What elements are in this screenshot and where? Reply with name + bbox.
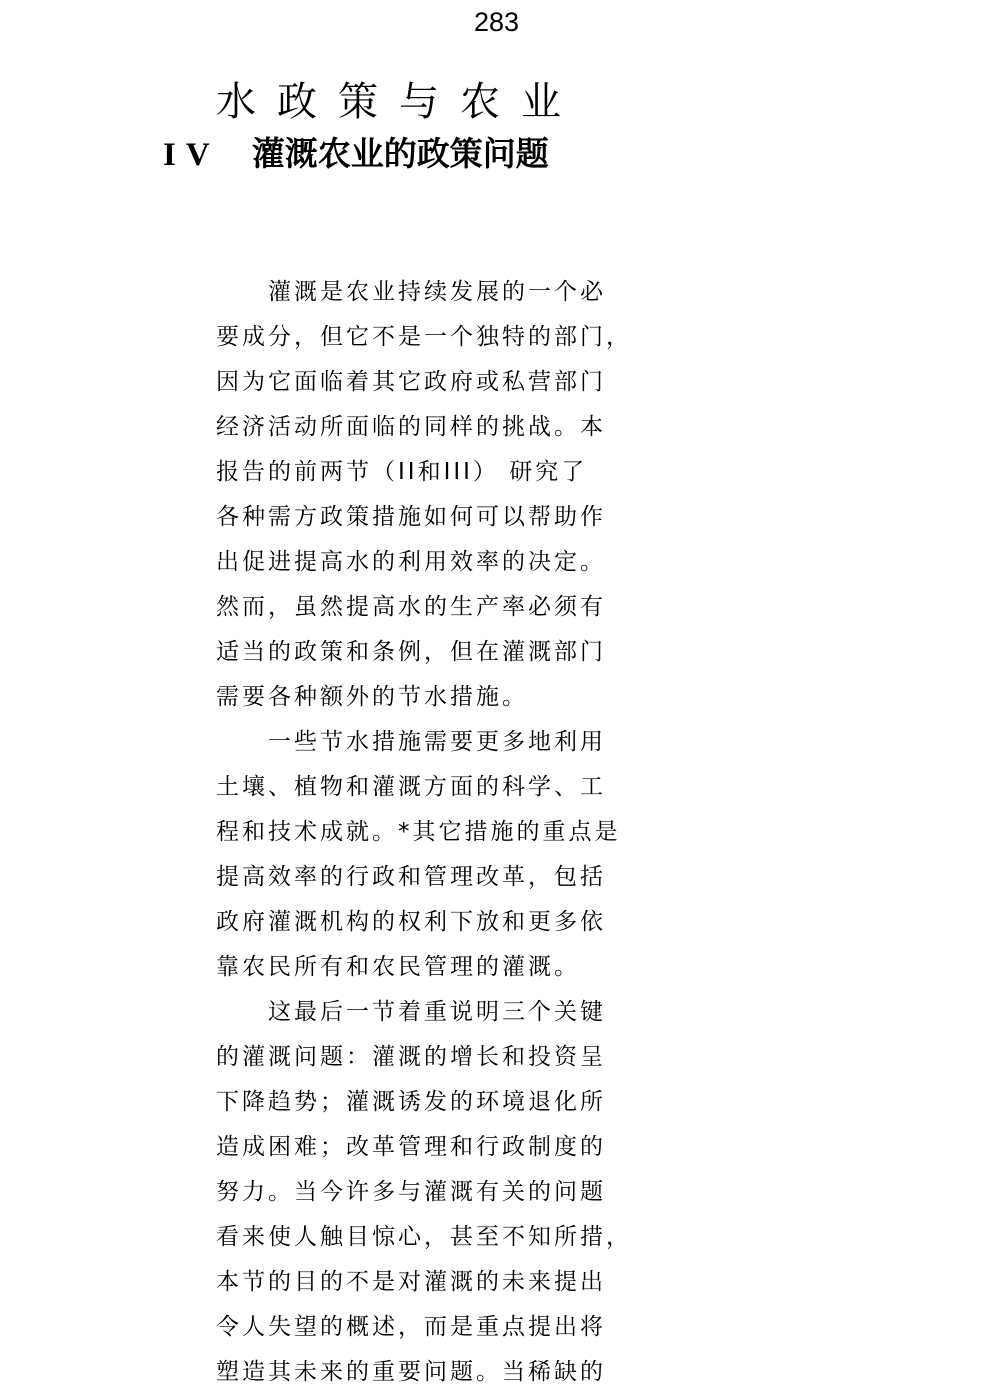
text-line: 提高效率的行政和管理改革，包括 [216, 864, 606, 890]
text-line: 要成分，但它不是一个独特的部门， [216, 324, 632, 350]
text-line: 出促进提高水的利用效率的决定。 [216, 549, 606, 575]
text-line: 塑造其未来的重要问题。当稀缺的 [216, 1359, 606, 1385]
text-line: 土壤、植物和灌溉方面的科学、工 [216, 774, 606, 800]
text-line: 看来使人触目惊心，甚至不知所措， [216, 1224, 632, 1250]
book-title: 水政策与农业 [216, 79, 582, 125]
text-line: 程和技术成就。*其它措施的重点是 [216, 819, 621, 845]
text-line: 这最后一节着重说明三个关键 [268, 999, 606, 1025]
text-line: 灌溉是农业持续发展的一个必 [268, 279, 606, 305]
text-line: 本节的目的不是对灌溉的未来提出 [216, 1269, 606, 1295]
text-line: 然而，虽然提高水的生产率必须有 [216, 594, 606, 620]
text-line: 令人失望的概述，而是重点提出将 [216, 1314, 606, 1340]
section-heading [163, 132, 549, 177]
text-line: 报告的前两节（II和III） 研究了 [216, 459, 588, 485]
text-line: 造成困难；改革管理和行政制度的 [216, 1134, 606, 1160]
text-line: 各种需方政策措施如何可以帮助作 [216, 504, 606, 530]
text-line: 需要各种额外的节水措施。 [216, 684, 528, 710]
text-line: 经济活动所面临的同样的挑战。本 [216, 414, 606, 440]
text-line: 努力。当今许多与灌溉有关的问题 [216, 1179, 606, 1205]
section-numeral: IV [163, 137, 220, 173]
text-line: 适当的政策和条例，但在灌溉部门 [216, 639, 606, 665]
section-title: 灌溉农业的政策问题 [251, 134, 549, 173]
page-number: 283 [474, 7, 520, 37]
text-line: 的灌溉问题：灌溉的增长和投资呈 [216, 1044, 606, 1070]
body-text [216, 270, 632, 1395]
text-line: 一些节水措施需要更多地利用 [268, 729, 606, 755]
text-line: 因为它面临着其它政府或私营部门 [216, 369, 606, 395]
text-line: 政府灌溉机构的权利下放和更多依 [216, 909, 606, 935]
text-line: 下降趋势；灌溉诱发的环境退化所 [216, 1089, 606, 1115]
text-line: 靠农民所有和农民管理的灌溉。 [216, 954, 580, 980]
